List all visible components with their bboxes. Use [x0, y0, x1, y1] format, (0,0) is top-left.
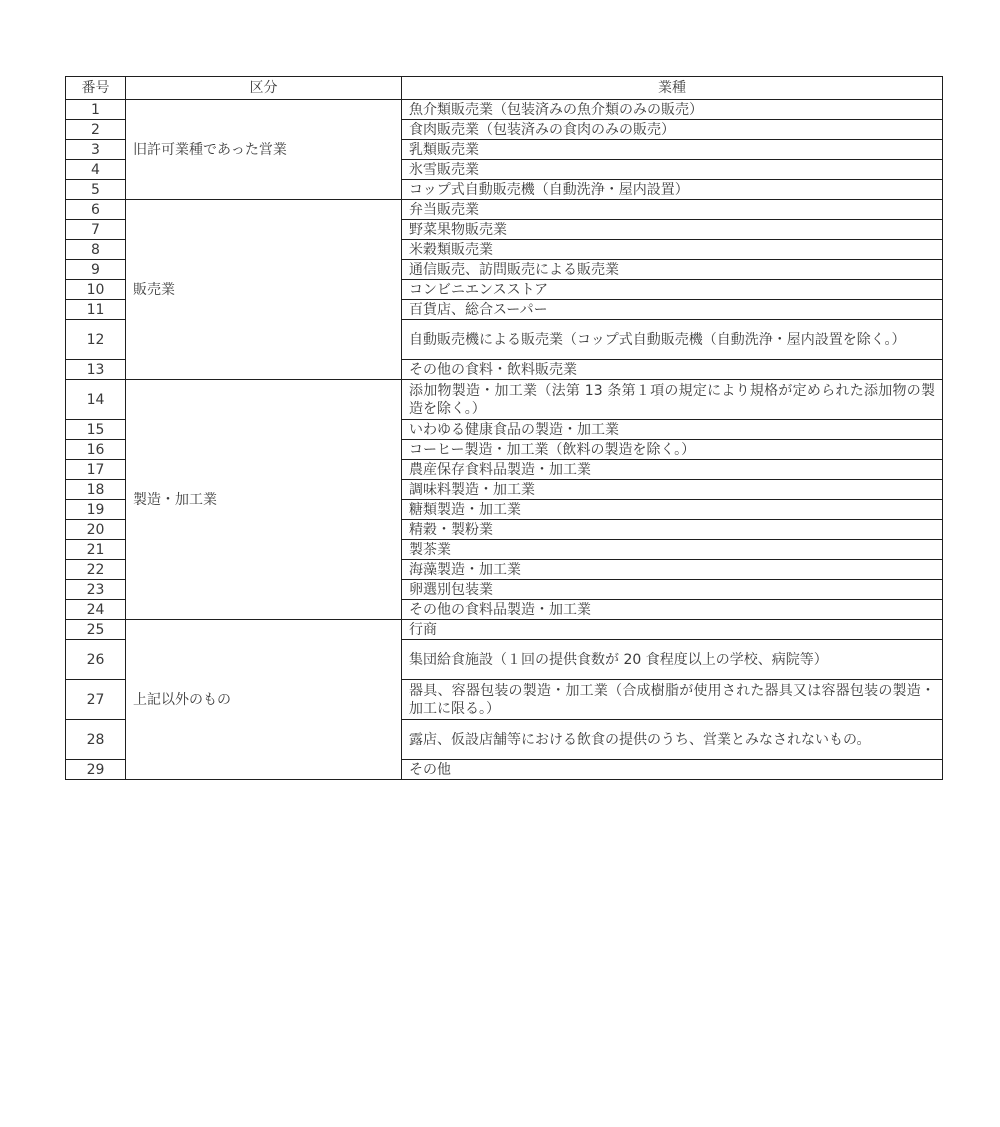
header-number: 番号: [66, 77, 126, 100]
row-number: 18: [66, 480, 126, 500]
row-number: 21: [66, 540, 126, 560]
row-number: 1: [66, 100, 126, 120]
header-business-type: 業種: [402, 77, 943, 100]
business-type-cell: 農産保存食料品製造・加工業: [402, 460, 943, 480]
row-number: 5: [66, 180, 126, 200]
header-row: [66, 77, 943, 100]
business-type-cell: 自動販売機による販売業（コップ式自動販売機（自動洗浄・屋内設置を除く。）: [402, 320, 943, 360]
table-body: [66, 100, 943, 780]
row-number: 7: [66, 220, 126, 240]
business-type-cell: 米穀類販売業: [402, 240, 943, 260]
row-number: 6: [66, 200, 126, 220]
row-number: 4: [66, 160, 126, 180]
table-row: [66, 100, 943, 120]
business-type-cell: 乳類販売業: [402, 140, 943, 160]
business-type-cell: 露店、仮設店舗等における飲食の提供のうち、営業とみなされないもの。: [402, 720, 943, 760]
row-number: 3: [66, 140, 126, 160]
row-number: 10: [66, 280, 126, 300]
business-type-cell: 添加物製造・加工業（法第 13 条第１項の規定により規格が定められた添加物の製造を除く。）: [402, 380, 943, 420]
business-type-cell: 卵選別包装業: [402, 580, 943, 600]
table-row: [66, 620, 943, 640]
business-type-cell: 弁当販売業: [402, 200, 943, 220]
business-type-cell: 氷雪販売業: [402, 160, 943, 180]
business-type-cell: コンビニエンスストア: [402, 280, 943, 300]
category-cell: 製造・加工業: [126, 380, 402, 620]
row-number: 24: [66, 600, 126, 620]
row-number: 14: [66, 380, 126, 420]
business-type-cell: 製茶業: [402, 540, 943, 560]
header-category: 区分: [126, 77, 402, 100]
business-type-cell: 調味料製造・加工業: [402, 480, 943, 500]
business-type-cell: その他の食料品製造・加工業: [402, 600, 943, 620]
row-number: 8: [66, 240, 126, 260]
row-number: 25: [66, 620, 126, 640]
row-number: 20: [66, 520, 126, 540]
row-number: 13: [66, 360, 126, 380]
business-type-cell: コーヒー製造・加工業（飲料の製造を除く。）: [402, 440, 943, 460]
row-number: 16: [66, 440, 126, 460]
table-header: [66, 77, 943, 100]
row-number: 19: [66, 500, 126, 520]
row-number: 12: [66, 320, 126, 360]
business-type-table: [65, 76, 943, 780]
business-type-cell: 食肉販売業（包装済みの食肉のみの販売）: [402, 120, 943, 140]
business-type-cell: その他の食料・飲料販売業: [402, 360, 943, 380]
row-number: 26: [66, 640, 126, 680]
business-type-cell: 海藻製造・加工業: [402, 560, 943, 580]
business-type-cell: いわゆる健康食品の製造・加工業: [402, 420, 943, 440]
row-number: 15: [66, 420, 126, 440]
business-type-cell: 糖類製造・加工業: [402, 500, 943, 520]
business-type-cell: 野菜果物販売業: [402, 220, 943, 240]
business-type-cell: 百貨店、総合スーパー: [402, 300, 943, 320]
business-type-cell: 行商: [402, 620, 943, 640]
business-type-cell: 通信販売、訪問販売による販売業: [402, 260, 943, 280]
category-cell: 旧許可業種であった営業: [126, 100, 402, 200]
row-number: 27: [66, 680, 126, 720]
category-cell: 上記以外のもの: [126, 620, 402, 780]
business-type-cell: 魚介類販売業（包装済みの魚介類のみの販売）: [402, 100, 943, 120]
business-type-cell: その他: [402, 760, 943, 780]
row-number: 9: [66, 260, 126, 280]
row-number: 11: [66, 300, 126, 320]
row-number: 28: [66, 720, 126, 760]
row-number: 17: [66, 460, 126, 480]
table-row: [66, 380, 943, 420]
row-number: 22: [66, 560, 126, 580]
row-number: 2: [66, 120, 126, 140]
business-type-cell: コップ式自動販売機（自動洗浄・屋内設置）: [402, 180, 943, 200]
table-row: [66, 200, 943, 220]
business-type-cell: 集団給食施設（１回の提供食数が 20 食程度以上の学校、病院等）: [402, 640, 943, 680]
row-number: 29: [66, 760, 126, 780]
business-type-cell: 器具、容器包装の製造・加工業（合成樹脂が使用された器具又は容器包装の製造・加工に限る。）: [402, 680, 943, 720]
business-type-cell: 精穀・製粉業: [402, 520, 943, 540]
category-cell: 販売業: [126, 200, 402, 380]
row-number: 23: [66, 580, 126, 600]
